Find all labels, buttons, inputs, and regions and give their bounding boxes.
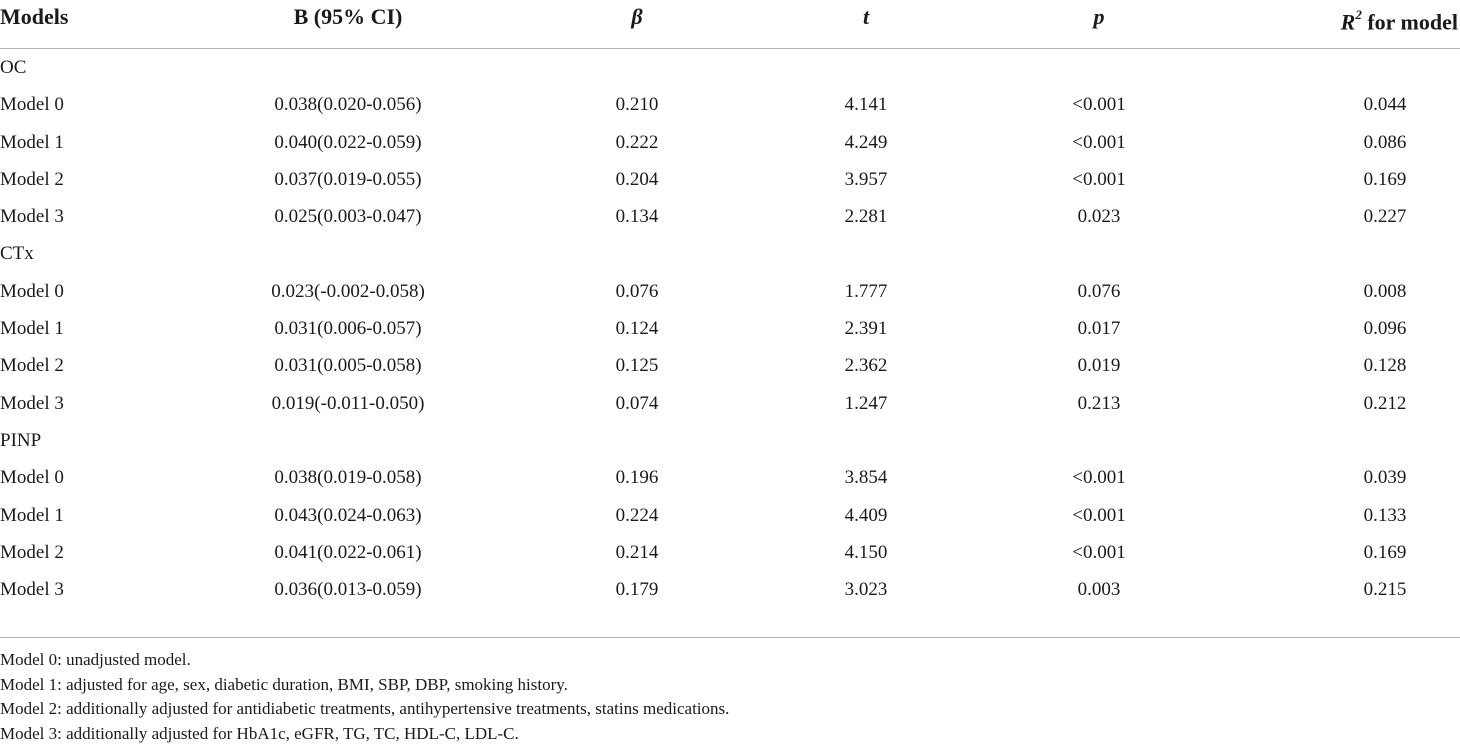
footnote: Model 0: unadjusted model.	[0, 650, 191, 669]
cell-p: <0.001	[1072, 94, 1126, 116]
header-r2	[1341, 2, 1458, 37]
cell-model: Model 0	[0, 280, 64, 302]
header-b-ci: B (95% CI)	[293, 4, 403, 29]
cell-b-ci: 0.023(-0.002-0.058)	[271, 280, 425, 302]
cell-model: Model 1	[0, 318, 64, 340]
cell-b-ci: 0.019(-0.011-0.050)	[271, 392, 425, 414]
cell-model: Model 3	[0, 392, 64, 414]
cell-beta: 0.074	[615, 392, 659, 414]
cell-model: Model 1	[0, 504, 64, 526]
footnote: Model 2: additionally adjusted for antidiabetic treatments, antihypertensive treatments, statins medications.	[0, 699, 730, 718]
cell-r2: 0.096	[1363, 318, 1407, 340]
cell-t: 3.957	[844, 168, 888, 190]
header-r2-letter: R	[1340, 9, 1356, 35]
cell-t: 2.391	[844, 318, 888, 340]
cell-p: 0.076	[1077, 280, 1121, 302]
table-row	[0, 459, 1460, 496]
table-body	[0, 49, 1460, 608]
cell-r2: 0.008	[1363, 280, 1407, 302]
section-row	[0, 235, 1460, 272]
table-row	[0, 198, 1460, 235]
table-row	[0, 124, 1460, 161]
cell-beta: 0.210	[615, 94, 659, 116]
cell-p: <0.001	[1072, 541, 1126, 563]
cell-beta: 0.124	[615, 318, 659, 340]
cell-b-ci: 0.025(0.003-0.047)	[274, 206, 422, 228]
cell-r2: 0.128	[1363, 355, 1407, 377]
table-row	[0, 86, 1460, 123]
cell-beta: 0.125	[615, 355, 659, 377]
table-bottom-rule	[0, 637, 1460, 638]
cell-p: 0.003	[1077, 579, 1121, 601]
cell-model: Model 2	[0, 168, 64, 190]
header-models: Models	[0, 4, 69, 29]
cell-p: 0.023	[1077, 206, 1121, 228]
cell-b-ci: 0.031(0.005-0.058)	[274, 355, 422, 377]
table-row	[0, 571, 1460, 608]
cell-b-ci: 0.041(0.022-0.061)	[274, 541, 422, 563]
section-row	[0, 422, 1460, 459]
cell-p: <0.001	[1072, 168, 1126, 190]
cell-t: 3.854	[844, 467, 888, 489]
cell-b-ci: 0.036(0.013-0.059)	[274, 579, 422, 601]
cell-p: <0.001	[1072, 131, 1126, 153]
table-row	[0, 534, 1460, 571]
cell-beta: 0.196	[615, 467, 659, 489]
cell-r2: 0.212	[1363, 392, 1407, 414]
header-p: p	[1093, 4, 1105, 29]
cell-r2: 0.086	[1363, 131, 1407, 153]
cell-t: 4.150	[844, 541, 888, 563]
footnote: Model 3: additionally adjusted for HbA1c, eGFR, TG, TC, HDL-C, LDL-C.	[0, 723, 519, 743]
cell-p: <0.001	[1072, 467, 1126, 489]
cell-beta: 0.076	[615, 280, 659, 302]
cell-b-ci: 0.038(0.019-0.058)	[274, 467, 422, 489]
cell-b-ci: 0.040(0.022-0.059)	[274, 131, 422, 153]
table-row	[0, 310, 1460, 347]
cell-t: 4.249	[844, 131, 888, 153]
cell-r2: 0.169	[1363, 168, 1407, 190]
header-r2-suffix: for model	[1361, 9, 1458, 35]
cell-t: 2.281	[844, 206, 888, 228]
cell-p: 0.017	[1077, 318, 1121, 340]
table-row	[0, 273, 1460, 310]
table-header-row	[0, 0, 1460, 49]
section-row	[0, 49, 1460, 86]
cell-model: Model 0	[0, 94, 64, 116]
cell-p: 0.213	[1077, 392, 1121, 414]
header-beta: β	[631, 4, 643, 29]
footnotes	[0, 648, 1460, 746]
cell-b-ci: 0.038(0.020-0.056)	[274, 94, 422, 116]
cell-r2: 0.227	[1363, 206, 1407, 228]
table-row	[0, 497, 1460, 534]
section-label: OC	[0, 57, 27, 78]
cell-model: Model 3	[0, 579, 64, 601]
cell-model: Model 2	[0, 541, 64, 563]
header-t: t	[862, 4, 870, 29]
cell-t: 1.777	[844, 280, 888, 302]
cell-t: 4.141	[844, 94, 888, 116]
cell-p: 0.019	[1077, 355, 1121, 377]
section-label: CTx	[0, 243, 34, 265]
cell-beta: 0.134	[615, 206, 659, 228]
cell-model: Model 1	[0, 131, 64, 153]
cell-model: Model 0	[0, 467, 64, 489]
cell-beta: 0.214	[615, 541, 659, 563]
cell-b-ci: 0.031(0.006-0.057)	[274, 318, 422, 340]
cell-beta: 0.179	[615, 579, 659, 601]
cell-b-ci: 0.037(0.019-0.055)	[274, 168, 422, 190]
cell-model: Model 3	[0, 206, 64, 228]
header-r2-sup: 2	[1355, 7, 1362, 22]
cell-r2: 0.169	[1363, 541, 1407, 563]
footnote: Model 1: adjusted for age, sex, diabetic duration, BMI, SBP, DBP, smoking history.	[0, 674, 568, 694]
table-row	[0, 347, 1460, 384]
cell-r2: 0.044	[1363, 94, 1407, 116]
cell-beta: 0.222	[615, 131, 659, 153]
table-row	[0, 161, 1460, 198]
cell-beta: 0.224	[615, 504, 659, 526]
cell-b-ci: 0.043(0.024-0.063)	[274, 504, 422, 526]
cell-t: 3.023	[844, 579, 888, 601]
cell-r2: 0.215	[1363, 579, 1407, 601]
table-row	[0, 385, 1460, 422]
cell-t: 2.362	[844, 355, 888, 377]
cell-t: 1.247	[844, 392, 888, 414]
section-label: PINP	[0, 429, 42, 451]
cell-r2: 0.133	[1363, 504, 1407, 526]
cell-p: <0.001	[1072, 504, 1126, 526]
cell-r2: 0.039	[1363, 467, 1407, 489]
cell-model: Model 2	[0, 355, 64, 377]
cell-beta: 0.204	[615, 168, 659, 190]
cell-t: 4.409	[844, 504, 888, 526]
